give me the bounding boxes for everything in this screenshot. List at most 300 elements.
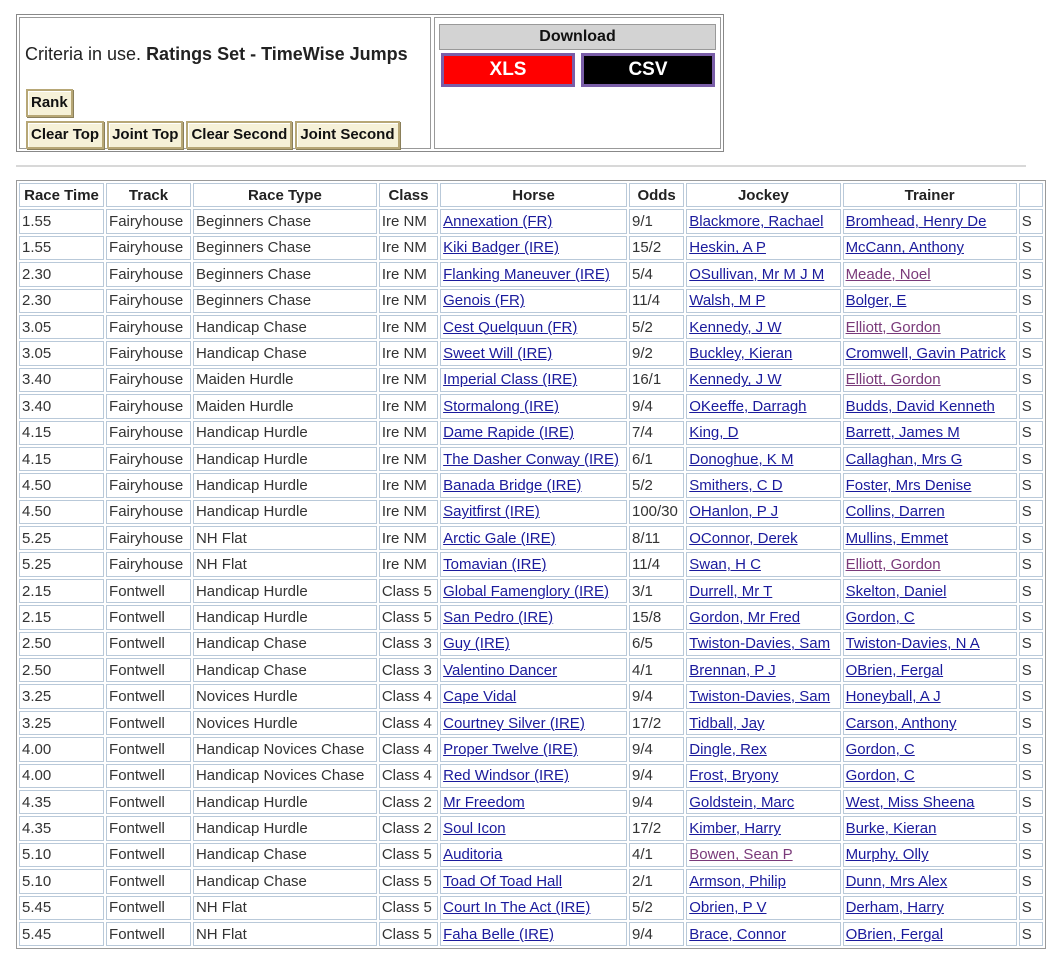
extra-cell: S xyxy=(1019,658,1043,682)
table-row xyxy=(19,500,1043,524)
race-time-cell: 4.15 xyxy=(19,421,104,445)
jockey-link[interactable]: Brennan, P J xyxy=(689,661,776,679)
extra-cell: S xyxy=(1019,368,1043,392)
horse-cell xyxy=(440,421,627,445)
race-time-cell: 1.55 xyxy=(19,236,104,260)
table-row xyxy=(19,737,1043,761)
table-row xyxy=(19,526,1043,550)
extra-cell: S xyxy=(1019,209,1043,233)
odds-cell: 17/2 xyxy=(629,816,684,840)
track-cell: Fontwell xyxy=(106,869,191,893)
trainer-link[interactable]: Dunn, Mrs Alex xyxy=(845,872,948,890)
trainer-cell xyxy=(843,579,1017,603)
extra-cell: S xyxy=(1019,447,1043,471)
extra-cell: S xyxy=(1019,632,1043,656)
jockey-link[interactable]: Donoghue, K M xyxy=(689,450,794,468)
class-cell: Ire NM xyxy=(379,236,438,260)
race-type-cell: Beginners Chase xyxy=(193,209,377,233)
class-cell: Class 5 xyxy=(379,896,438,920)
table-row xyxy=(19,843,1043,867)
class-cell: Class 5 xyxy=(379,843,438,867)
class-cell: Ire NM xyxy=(379,368,438,392)
table-row xyxy=(19,869,1043,893)
track-cell: Fairyhouse xyxy=(106,341,191,365)
jockey-cell xyxy=(686,315,840,339)
trainer-cell xyxy=(843,500,1017,524)
jockey-cell xyxy=(686,711,840,735)
race-type-cell: Handicap Novices Chase xyxy=(193,764,377,788)
horse-cell xyxy=(440,341,627,365)
race-time-cell: 3.40 xyxy=(19,368,104,392)
horse-cell xyxy=(440,394,627,418)
extra-cell: S xyxy=(1019,262,1043,286)
jockey-cell xyxy=(686,368,840,392)
class-cell: Class 4 xyxy=(379,711,438,735)
header-row xyxy=(19,183,1043,207)
jockey-link[interactable]: Obrien, P V xyxy=(689,899,767,917)
trainer-link[interactable]: Mullins, Emmet xyxy=(845,529,949,547)
jockey-link[interactable]: Brace, Connor xyxy=(689,925,786,943)
race-time-cell: 2.50 xyxy=(19,632,104,656)
class-cell: Class 2 xyxy=(379,790,438,814)
trainer-cell xyxy=(843,447,1017,471)
jockey-link[interactable]: Goldstein, Marc xyxy=(689,793,795,811)
horse-cell xyxy=(440,315,627,339)
race-time-cell: 4.50 xyxy=(19,500,104,524)
odds-cell: 9/1 xyxy=(629,209,684,233)
extra-cell: S xyxy=(1019,922,1043,946)
horse-cell xyxy=(440,209,627,233)
odds-cell: 9/4 xyxy=(629,790,684,814)
odds-cell: 5/2 xyxy=(629,473,684,497)
horse-cell xyxy=(440,262,627,286)
extra-cell: S xyxy=(1019,341,1043,365)
class-cell: Ire NM xyxy=(379,421,438,445)
trainer-link[interactable]: Meade, Noel xyxy=(845,265,931,283)
jockey-cell xyxy=(686,500,840,524)
download-cell xyxy=(434,17,721,149)
track-cell: Fontwell xyxy=(106,684,191,708)
trainer-link[interactable]: Burke, Kieran xyxy=(845,820,937,838)
class-cell: Ire NM xyxy=(379,552,438,576)
race-time-cell: 5.25 xyxy=(19,552,104,576)
table-row xyxy=(19,236,1043,260)
jockey-link[interactable]: Tidball, Jay xyxy=(689,714,765,732)
class-cell: Class 4 xyxy=(379,737,438,761)
trainer-cell xyxy=(843,684,1017,708)
class-cell: Ire NM xyxy=(379,447,438,471)
trainer-cell xyxy=(843,869,1017,893)
header-race-time[interactable]: Race Time xyxy=(19,183,104,207)
horse-link[interactable]: Red Windsor (IRE) xyxy=(443,767,569,785)
horse-cell xyxy=(440,605,627,629)
odds-cell: 9/4 xyxy=(629,394,684,418)
track-cell: Fairyhouse xyxy=(106,262,191,286)
horse-link[interactable]: Stormalong (IRE) xyxy=(443,397,559,415)
track-cell: Fontwell xyxy=(106,658,191,682)
jockey-cell xyxy=(686,737,840,761)
criteria-text xyxy=(25,44,408,65)
jockey-link[interactable]: Swan, H C xyxy=(689,556,761,574)
odds-cell: 9/4 xyxy=(629,684,684,708)
race-time-cell: 5.10 xyxy=(19,869,104,893)
jockey-link[interactable]: Kennedy, J W xyxy=(689,371,782,389)
race-time-cell: 1.55 xyxy=(19,209,104,233)
race-type-cell: Handicap Hurdle xyxy=(193,473,377,497)
trainer-link[interactable]: West, Miss Sheena xyxy=(845,793,975,811)
trainer-link[interactable]: Bolger, E xyxy=(845,292,907,310)
class-cell: Class 4 xyxy=(379,764,438,788)
horse-link[interactable]: Mr Freedom xyxy=(443,793,525,811)
header-trainer[interactable]: Trainer xyxy=(843,183,1017,207)
track-cell: Fairyhouse xyxy=(106,209,191,233)
horse-link[interactable]: Global Famenglory (IRE) xyxy=(443,582,609,600)
extra-cell: S xyxy=(1019,526,1043,550)
horse-link[interactable]: Valentino Dancer xyxy=(443,661,558,679)
jockey-cell xyxy=(686,394,840,418)
horse-link[interactable]: Genois (FR) xyxy=(443,292,525,310)
jockey-link[interactable]: OKeeffe, Darragh xyxy=(689,397,807,415)
sort-button-row xyxy=(26,121,400,149)
race-type-cell: Handicap Hurdle xyxy=(193,790,377,814)
header-extra xyxy=(1019,183,1043,207)
horse-link[interactable]: Kiki Badger (IRE) xyxy=(443,239,559,257)
horse-cell xyxy=(440,632,627,656)
track-cell: Fontwell xyxy=(106,605,191,629)
jockey-cell xyxy=(686,473,840,497)
trainer-link[interactable]: Honeyball, A J xyxy=(845,688,941,706)
table-row xyxy=(19,711,1043,735)
jockey-link[interactable]: Walsh, M P xyxy=(689,292,766,310)
class-cell: Class 5 xyxy=(379,579,438,603)
odds-cell: 15/8 xyxy=(629,605,684,629)
trainer-cell xyxy=(843,315,1017,339)
extra-cell: S xyxy=(1019,473,1043,497)
table-row xyxy=(19,790,1043,814)
trainer-cell xyxy=(843,421,1017,445)
horse-link[interactable]: Imperial Class (IRE) xyxy=(443,371,578,389)
table-row xyxy=(19,421,1043,445)
header-odds[interactable]: Odds xyxy=(629,183,684,207)
table-row xyxy=(19,896,1043,920)
table-row xyxy=(19,684,1043,708)
class-cell: Ire NM xyxy=(379,289,438,313)
trainer-cell xyxy=(843,526,1017,550)
horse-link[interactable]: Court In The Act (IRE) xyxy=(443,899,591,917)
table-row xyxy=(19,315,1043,339)
horse-cell xyxy=(440,684,627,708)
class-cell: Ire NM xyxy=(379,526,438,550)
trainer-cell xyxy=(843,289,1017,313)
jockey-cell xyxy=(686,421,840,445)
jockey-cell xyxy=(686,922,840,946)
trainer-link[interactable]: Gordon, C xyxy=(845,608,915,626)
race-type-cell: Handicap Hurdle xyxy=(193,500,377,524)
table-row xyxy=(19,605,1043,629)
horse-link[interactable]: Annexation (FR) xyxy=(443,213,553,231)
trainer-cell xyxy=(843,236,1017,260)
horse-link[interactable]: Guy (IRE) xyxy=(443,635,510,653)
odds-cell: 3/1 xyxy=(629,579,684,603)
extra-cell: S xyxy=(1019,552,1043,576)
table-row xyxy=(19,658,1043,682)
jockey-link[interactable]: Heskin, A P xyxy=(689,239,766,257)
jockey-link[interactable]: Kimber, Harry xyxy=(689,820,781,838)
horse-cell xyxy=(440,869,627,893)
jockey-cell xyxy=(686,605,840,629)
horse-link[interactable]: Soul Icon xyxy=(443,820,506,838)
odds-cell: 4/1 xyxy=(629,658,684,682)
clear-second-button[interactable]: Clear Second xyxy=(186,121,292,149)
header-class[interactable]: Class xyxy=(379,183,438,207)
horse-link[interactable]: Auditoria xyxy=(443,846,503,864)
trainer-cell xyxy=(843,368,1017,392)
horse-link[interactable]: Sweet Will (IRE) xyxy=(443,345,553,363)
horse-cell xyxy=(440,816,627,840)
horse-link[interactable]: Arctic Gale (IRE) xyxy=(443,529,556,547)
section-divider xyxy=(16,165,1026,167)
jockey-link[interactable]: Gordon, Mr Fred xyxy=(689,608,801,626)
track-cell: Fairyhouse xyxy=(106,289,191,313)
horse-cell xyxy=(440,500,627,524)
table-row xyxy=(19,368,1043,392)
trainer-link[interactable]: Cromwell, Gavin Patrick xyxy=(845,345,1006,363)
horse-cell xyxy=(440,236,627,260)
track-cell: Fontwell xyxy=(106,579,191,603)
race-time-cell: 4.00 xyxy=(19,737,104,761)
trainer-link[interactable]: Foster, Mrs Denise xyxy=(845,476,972,494)
horse-link[interactable]: Banada Bridge (IRE) xyxy=(443,476,582,494)
trainer-cell xyxy=(843,658,1017,682)
track-cell: Fairyhouse xyxy=(106,526,191,550)
odds-cell: 9/2 xyxy=(629,341,684,365)
criteria-prefix: Criteria in use. xyxy=(25,44,142,64)
jockey-cell xyxy=(686,658,840,682)
track-cell: Fairyhouse xyxy=(106,421,191,445)
trainer-link[interactable]: Twiston-Davies, N A xyxy=(845,635,980,653)
extra-cell: S xyxy=(1019,500,1043,524)
jockey-link[interactable]: OHanlon, P J xyxy=(689,503,779,521)
track-cell: Fairyhouse xyxy=(106,394,191,418)
race-type-cell: Handicap Hurdle xyxy=(193,579,377,603)
odds-cell: 6/1 xyxy=(629,447,684,471)
trainer-link[interactable]: Callaghan, Mrs G xyxy=(845,450,963,468)
trainer-link[interactable]: Budds, David Kenneth xyxy=(845,397,995,415)
odds-cell: 7/4 xyxy=(629,421,684,445)
class-cell: Class 4 xyxy=(379,684,438,708)
class-cell: Ire NM xyxy=(379,262,438,286)
horse-link[interactable]: Cest Quelquun (FR) xyxy=(443,318,578,336)
odds-cell: 17/2 xyxy=(629,711,684,735)
horse-link[interactable]: Flanking Maneuver (IRE) xyxy=(443,265,610,283)
trainer-link[interactable]: Elliott, Gordon xyxy=(845,371,941,389)
rank-button[interactable]: Rank xyxy=(26,89,73,117)
extra-cell: S xyxy=(1019,737,1043,761)
trainer-link[interactable]: Derham, Harry xyxy=(845,899,944,917)
trainer-link[interactable]: Elliott, Gordon xyxy=(845,556,941,574)
table-row xyxy=(19,922,1043,946)
jockey-cell xyxy=(686,289,840,313)
track-cell: Fairyhouse xyxy=(106,500,191,524)
horse-link[interactable]: Courtney Silver (IRE) xyxy=(443,714,585,732)
extra-cell: S xyxy=(1019,315,1043,339)
table-row xyxy=(19,447,1043,471)
xls-download-button[interactable]: XLS xyxy=(441,53,575,87)
results-table-wrap xyxy=(16,180,1046,949)
horse-cell xyxy=(440,790,627,814)
csv-download-button[interactable]: CSV xyxy=(581,53,715,87)
trainer-cell xyxy=(843,816,1017,840)
jockey-cell xyxy=(686,552,840,576)
trainer-link[interactable]: Gordon, C xyxy=(845,740,915,758)
jockey-link[interactable]: Twiston-Davies, Sam xyxy=(689,635,831,653)
horse-cell xyxy=(440,658,627,682)
jockey-link[interactable]: OConnor, Derek xyxy=(689,529,798,547)
jockey-link[interactable]: King, D xyxy=(689,424,739,442)
trainer-link[interactable]: OBrien, Fergal xyxy=(845,661,944,679)
joint-second-button[interactable]: Joint Second xyxy=(295,121,399,149)
race-time-cell: 3.25 xyxy=(19,711,104,735)
trainer-cell xyxy=(843,209,1017,233)
horse-cell xyxy=(440,473,627,497)
horse-link[interactable]: Dame Rapide (IRE) xyxy=(443,424,574,442)
jockey-cell xyxy=(686,447,840,471)
odds-cell: 16/1 xyxy=(629,368,684,392)
race-time-cell: 3.25 xyxy=(19,684,104,708)
trainer-link[interactable]: Skelton, Daniel xyxy=(845,582,947,600)
race-type-cell: NH Flat xyxy=(193,896,377,920)
horse-link[interactable]: San Pedro (IRE) xyxy=(443,608,554,626)
jockey-link[interactable]: Buckley, Kieran xyxy=(689,345,793,363)
table-row xyxy=(19,552,1043,576)
race-type-cell: Handicap Chase xyxy=(193,658,377,682)
jockey-cell xyxy=(686,341,840,365)
race-time-cell: 3.05 xyxy=(19,315,104,339)
header-race-type[interactable]: Race Type xyxy=(193,183,377,207)
extra-cell: S xyxy=(1019,605,1043,629)
trainer-cell xyxy=(843,843,1017,867)
track-cell: Fairyhouse xyxy=(106,368,191,392)
header-jockey[interactable]: Jockey xyxy=(686,183,840,207)
trainer-link[interactable]: Elliott, Gordon xyxy=(845,318,941,336)
trainer-cell xyxy=(843,737,1017,761)
jockey-link[interactable]: Dingle, Rex xyxy=(689,740,767,758)
jockey-link[interactable]: Bowen, Sean P xyxy=(689,846,793,864)
header-track[interactable]: Track xyxy=(106,183,191,207)
table-row xyxy=(19,579,1043,603)
jockey-link[interactable]: Frost, Bryony xyxy=(689,767,779,785)
trainer-link[interactable]: Gordon, C xyxy=(845,767,915,785)
race-type-cell: Handicap Novices Chase xyxy=(193,737,377,761)
race-type-cell: Handicap Chase xyxy=(193,632,377,656)
table-row xyxy=(19,289,1043,313)
trainer-link[interactable]: Carson, Anthony xyxy=(845,714,957,732)
jockey-cell xyxy=(686,579,840,603)
horse-link[interactable]: Toad Of Toad Hall xyxy=(443,872,563,890)
track-cell: Fontwell xyxy=(106,711,191,735)
trainer-link[interactable]: Bromhead, Henry De xyxy=(845,213,987,231)
class-cell: Class 2 xyxy=(379,816,438,840)
trainer-cell xyxy=(843,394,1017,418)
trainer-cell xyxy=(843,552,1017,576)
horse-cell xyxy=(440,843,627,867)
jockey-cell xyxy=(686,764,840,788)
jockey-link[interactable]: Smithers, C D xyxy=(689,476,783,494)
horse-link[interactable]: Tomavian (IRE) xyxy=(443,556,547,574)
clear-top-button[interactable]: Clear Top xyxy=(26,121,104,149)
horse-link[interactable]: The Dasher Conway (IRE) xyxy=(443,450,620,468)
race-time-cell: 4.50 xyxy=(19,473,104,497)
horse-link[interactable]: Proper Twelve (IRE) xyxy=(443,740,578,758)
class-cell: Ire NM xyxy=(379,315,438,339)
horse-link[interactable]: Sayitfirst (IRE) xyxy=(443,503,540,521)
jockey-cell xyxy=(686,262,840,286)
trainer-link[interactable]: McCann, Anthony xyxy=(845,239,964,257)
jockey-link[interactable]: OSullivan, Mr M J M xyxy=(689,265,825,283)
criteria-panel xyxy=(16,14,724,152)
class-cell: Ire NM xyxy=(379,209,438,233)
horse-cell xyxy=(440,552,627,576)
race-time-cell: 2.30 xyxy=(19,289,104,313)
header-horse[interactable]: Horse xyxy=(440,183,627,207)
jockey-link[interactable]: Armson, Philip xyxy=(689,872,786,890)
jockey-cell xyxy=(686,790,840,814)
odds-cell: 9/4 xyxy=(629,922,684,946)
joint-top-button[interactable]: Joint Top xyxy=(107,121,183,149)
odds-cell: 8/11 xyxy=(629,526,684,550)
extra-cell: S xyxy=(1019,394,1043,418)
odds-cell: 6/5 xyxy=(629,632,684,656)
race-time-cell: 2.50 xyxy=(19,658,104,682)
jockey-link[interactable]: Kennedy, J W xyxy=(689,318,782,336)
jockey-link[interactable]: Blackmore, Rachael xyxy=(689,213,824,231)
race-time-cell: 4.15 xyxy=(19,447,104,471)
race-time-cell: 5.45 xyxy=(19,896,104,920)
jockey-link[interactable]: Durrell, Mr T xyxy=(689,582,773,600)
table-row xyxy=(19,262,1043,286)
race-time-cell: 3.05 xyxy=(19,341,104,365)
trainer-cell xyxy=(843,341,1017,365)
jockey-cell xyxy=(686,526,840,550)
horse-cell xyxy=(440,711,627,735)
track-cell: Fontwell xyxy=(106,922,191,946)
odds-cell: 5/4 xyxy=(629,262,684,286)
race-type-cell: Handicap Chase xyxy=(193,869,377,893)
odds-cell: 5/2 xyxy=(629,896,684,920)
extra-cell: S xyxy=(1019,289,1043,313)
horse-cell xyxy=(440,579,627,603)
horse-cell xyxy=(440,447,627,471)
trainer-link[interactable]: Barrett, James M xyxy=(845,424,960,442)
track-cell: Fontwell xyxy=(106,896,191,920)
class-cell: Ire NM xyxy=(379,473,438,497)
table-row xyxy=(19,341,1043,365)
class-cell: Ire NM xyxy=(379,500,438,524)
trainer-link[interactable]: OBrien, Fergal xyxy=(845,925,944,943)
extra-cell: S xyxy=(1019,896,1043,920)
trainer-link[interactable]: Collins, Darren xyxy=(845,503,945,521)
jockey-link[interactable]: Twiston-Davies, Sam xyxy=(689,688,831,706)
race-time-cell: 3.40 xyxy=(19,394,104,418)
horse-link[interactable]: Faha Belle (IRE) xyxy=(443,925,554,943)
horse-cell xyxy=(440,289,627,313)
trainer-link[interactable]: Murphy, Olly xyxy=(845,846,929,864)
trainer-cell xyxy=(843,764,1017,788)
table-row xyxy=(19,473,1043,497)
class-cell: Class 3 xyxy=(379,658,438,682)
horse-link[interactable]: Cape Vidal xyxy=(443,688,517,706)
race-time-cell: 2.30 xyxy=(19,262,104,286)
